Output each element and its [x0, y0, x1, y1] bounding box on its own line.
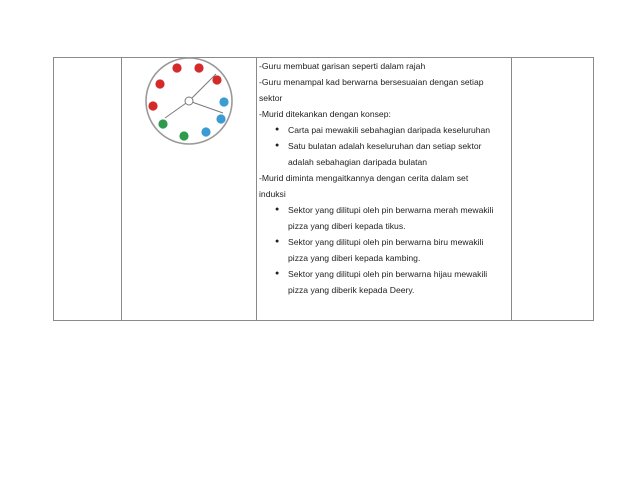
bullet-text-line: Carta pai mewakili sebahagian daripada keseluruhan — [288, 125, 491, 135]
step-text-line: sektor — [259, 93, 283, 103]
step-text-line: -Guru membuat garisan seperti dalam rajah — [259, 61, 426, 71]
bullet-item — [259, 234, 509, 266]
bullet-text-line: Sektor yang dilitupi oleh pin berwarna biru mewakili — [288, 237, 484, 247]
step-text-line: induksi — [259, 189, 286, 199]
red-pin — [194, 63, 203, 72]
green-pin — [179, 131, 188, 140]
bullet-text-line: Satu bulatan adalah keseluruhan dan setiap sektor — [288, 141, 482, 151]
column-divider — [121, 58, 122, 320]
green-pin — [158, 119, 167, 128]
bullet-dot-icon: ● — [275, 238, 280, 245]
step-text-line: -Guru menampal kad berwarna bersesuaian dengan setiap — [259, 77, 484, 87]
blue-pin — [219, 97, 228, 106]
bullet-text-line: Sektor yang dilitupi oleh pin berwarna merah mewakili — [288, 205, 494, 215]
step-text-line: -Murid diminta mengaitkannya dengan cerita dalam set — [259, 173, 469, 183]
bullet-dot-icon: ● — [275, 206, 280, 213]
red-pin — [148, 101, 157, 110]
blue-pin — [216, 114, 225, 123]
blue-pin — [201, 127, 210, 136]
pie-chart-pin-diagram — [143, 57, 238, 147]
red-pin — [172, 63, 181, 72]
bullet-text-line: adalah sebahagian daripada bulatan — [288, 157, 428, 167]
bullet-text-line: Sektor yang dilitupi oleh pin berwarna hijau mewakili — [288, 269, 488, 279]
bullet-text-line: pizza yang diberik kepada Deery. — [288, 285, 415, 295]
bullet-item — [259, 202, 509, 234]
bullet-list — [259, 122, 509, 170]
bullet-dot-icon: ● — [275, 270, 280, 277]
column-divider — [256, 58, 257, 320]
bullet-item — [259, 266, 509, 298]
bullet-item — [259, 138, 509, 170]
bullet-text-line: pizza yang diberi kepada kambing. — [288, 253, 421, 263]
bullet-dot-icon: ● — [275, 142, 280, 149]
red-pin — [212, 75, 221, 84]
step-text-line: -Murid ditekankan dengan konsep: — [259, 109, 391, 119]
bullet-item — [259, 122, 509, 138]
bullet-list — [259, 202, 509, 298]
red-pin — [155, 79, 164, 88]
center-pin — [185, 97, 193, 105]
teaching-steps-cell — [259, 58, 509, 298]
bullet-text-line: pizza yang diberi kepada tikus. — [288, 221, 406, 231]
bullet-dot-icon: ● — [275, 126, 280, 133]
column-divider — [511, 58, 512, 320]
